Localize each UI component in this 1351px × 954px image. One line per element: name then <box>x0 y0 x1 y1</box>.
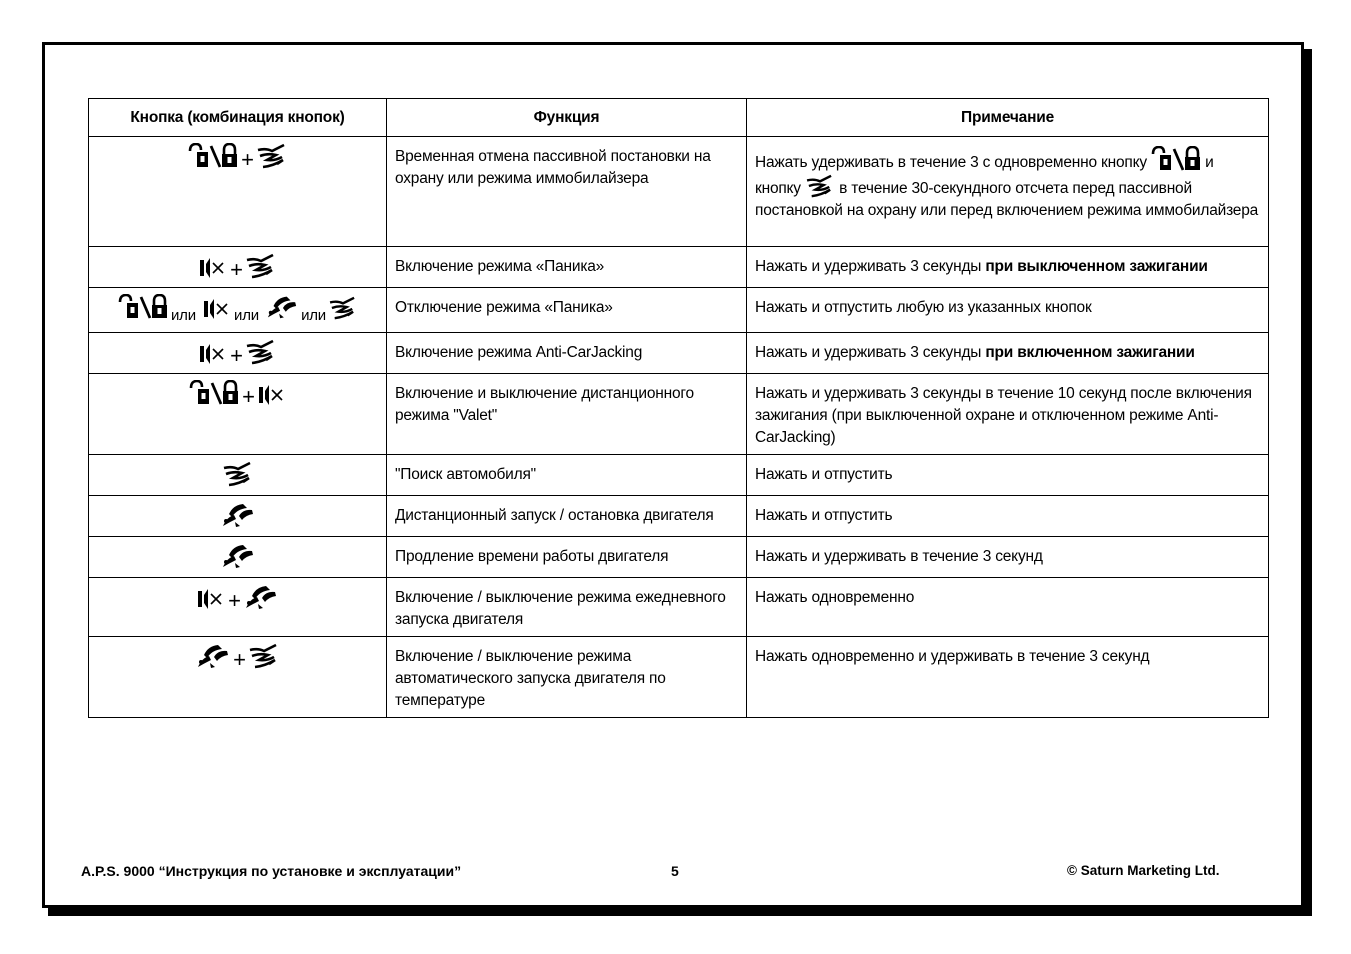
button-combo-cell <box>89 455 387 496</box>
silent-mute-icon <box>197 588 225 610</box>
silent-mute-icon <box>258 384 286 406</box>
footer-page-number: 5 <box>671 863 679 879</box>
table-row <box>89 496 1269 537</box>
function-cell: Временная отмена пассивной постановки на охрану или режима иммобилайзера <box>387 137 747 247</box>
button-combo-cell <box>89 288 387 333</box>
engine-start-icon <box>221 502 255 528</box>
table-row <box>89 333 1269 374</box>
function-cell: Дистанционный запуск / остановка двигателя <box>387 496 747 537</box>
plus-sign: + <box>230 257 243 282</box>
plus-sign: + <box>242 384 255 409</box>
note-bold-text: при включенном зажигании <box>985 344 1195 361</box>
footer-document-title: A.P.S. 9000 “Инструкция по установке и эксплуатации” <box>81 863 462 879</box>
plus-sign: + <box>233 647 246 672</box>
note-text: Нажать удерживать в течение 3 с одновременно кнопку <box>755 154 1147 171</box>
engine-start-icon <box>196 643 230 669</box>
function-cell: Включение и выключение дистанционного режима "Valet" <box>387 374 747 455</box>
button-combo-cell <box>89 374 387 455</box>
or-label: или <box>171 307 196 324</box>
note-cell <box>747 333 1269 374</box>
plus-sign: + <box>241 147 254 172</box>
button-combo-cell <box>89 247 387 288</box>
note-cell: Нажать одновременно <box>747 578 1269 637</box>
note-cell: Нажать и удерживать 3 секунды в течение 10 секунд после включения зажигания (при выключенной охране и отключенном режиме Anti-CarJacking) <box>747 374 1269 455</box>
engine-start-icon <box>221 543 255 569</box>
function-cell: Продление времени работы двигателя <box>387 537 747 578</box>
lock-unlock-icon <box>118 294 168 320</box>
buttons-function-table <box>88 98 1269 718</box>
note-cell <box>747 137 1269 247</box>
note-bold-text: при выключенном зажигании <box>985 258 1208 275</box>
function-cell: Включение / выключение режима ежедневного запуска двигателя <box>387 578 747 637</box>
table-row <box>89 537 1269 578</box>
button-combo-cell <box>89 333 387 374</box>
table-row <box>89 288 1269 333</box>
lock-unlock-icon <box>1151 146 1201 172</box>
function-cell: "Поиск автомобиля" <box>387 455 747 496</box>
note-cell: Нажать и отпустить любую из указанных кнопок <box>747 288 1269 333</box>
table-row <box>89 374 1269 455</box>
horn-icon <box>257 143 287 169</box>
function-cell: Включение / выключение режима автоматического запуска двигателя по температуре <box>387 637 747 718</box>
horn-icon <box>805 174 835 198</box>
lock-unlock-icon <box>189 380 239 406</box>
horn-icon <box>223 461 253 487</box>
header-note: Примечание <box>747 99 1269 137</box>
table-row <box>89 247 1269 288</box>
plus-sign: + <box>230 343 243 368</box>
engine-start-icon <box>266 294 298 320</box>
footer-copyright: © Saturn Marketing Ltd. <box>1067 863 1220 878</box>
function-cell: Включение режима Anti-CarJacking <box>387 333 747 374</box>
lock-unlock-icon <box>188 143 238 169</box>
button-combo-cell <box>89 537 387 578</box>
page-frame <box>42 42 1304 908</box>
table-row <box>89 455 1269 496</box>
note-text: и кнопку <box>755 154 1214 197</box>
button-combo-cell <box>89 137 387 247</box>
silent-mute-icon <box>199 257 227 279</box>
header-function: Функция <box>387 99 747 137</box>
table-row <box>89 578 1269 637</box>
engine-start-icon <box>244 584 278 610</box>
note-text: в течение 30-секундного отсчета перед пассивной постановкой на охрану или перед включением режима иммобилайзера <box>755 180 1259 219</box>
note-cell: Нажать и удерживать в течение 3 секунд <box>747 537 1269 578</box>
horn-icon <box>329 296 357 320</box>
silent-mute-icon <box>203 298 231 320</box>
horn-icon <box>246 253 276 279</box>
note-cell: Нажать одновременно и удерживать в течение 3 секунд <box>747 637 1269 718</box>
silent-mute-icon <box>199 343 227 365</box>
button-combo-cell <box>89 637 387 718</box>
table-row <box>89 637 1269 718</box>
note-text: Нажать и удерживать 3 секунды <box>755 344 982 361</box>
function-cell: Включение режима «Паника» <box>387 247 747 288</box>
note-cell <box>747 247 1269 288</box>
header-buttons: Кнопка (комбинация кнопок) <box>89 99 387 137</box>
button-combo-cell <box>89 496 387 537</box>
or-label: или <box>301 307 326 324</box>
note-text: Нажать и удерживать 3 секунды <box>755 258 982 275</box>
table-row <box>89 137 1269 247</box>
button-combo-cell <box>89 578 387 637</box>
function-cell: Отключение режима «Паника» <box>387 288 747 333</box>
plus-sign: + <box>228 588 241 613</box>
or-label: или <box>234 307 259 324</box>
horn-icon <box>246 339 276 365</box>
table-header-row <box>89 99 1269 137</box>
horn-icon <box>249 643 279 669</box>
note-cell: Нажать и отпустить <box>747 496 1269 537</box>
note-cell: Нажать и отпустить <box>747 455 1269 496</box>
